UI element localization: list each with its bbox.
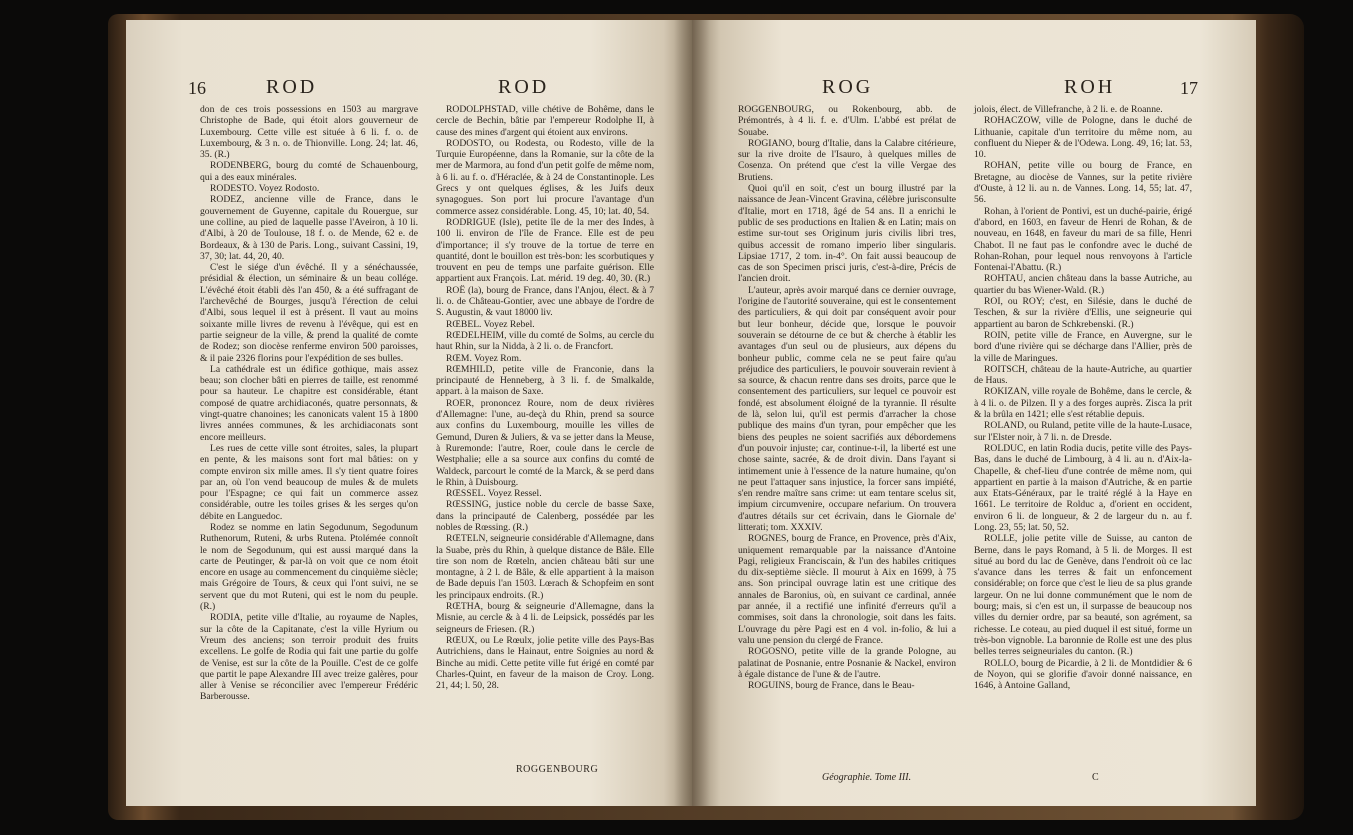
entry-paragraph: L'auteur, après avoir marqué dans ce dernier ouvrage, l'origine de l'autorité souveraine, qui est le consentement des particuliers, & qui doit par conséquent avoir pour but leur bonheur, décide que, lorsque le pouvoir souverain se détourne de ce but & cherche à établir les avantages d'un seul ou de plusieurs, aux dépens du bonheur public, comme cela ne se peut faire qu'au préjudice des particuliers, le pouvoir souverain revient à sa source, & chacun rentre dans ses droits, parce que le consentement des particuliers, sur lequel ce pouvoir est fondé, est absolument éloigné de la tyrannie. Il résulte de là, selon lui, qu'il est permis d'arracher la chose publique des mains d'un tyran, pour empêcher que les biens des peuples ne soient sacrifiés aux débordemens d'un pouvoir injuste; car, continue-t-il, la liberté est une chose sainte, sacrée, & de droit divin. Dans l'ayant si intimement unie à l'essence de la nature humaine, qu'on ne peut l'attaquer sans injustice, la forcer sans impiété, s'en rendre maître sans crime: ut eam tentare scelus sit, impium circumvenire, occupare nefarium. On trouvera d'autres détails sur cet écrivain, dans le Giornale de' litterati; tom. XXXIV. (738, 284, 956, 533)
entry-paragraph: ROGGENBOURG, ou Rokenbourg, abb. de Prémontrés, à 4 li. f. e. d'Ulm. L'abbé est prélat de Souabe. (738, 104, 956, 138)
left-page (126, 20, 692, 806)
entry-paragraph: RODOSTO, ou Rodesta, ou Rodesto, ville de la Turquie Européenne, dans la Romanie, sur la côte de la mer de Marmora, au fond d'un petit golfe de même nom, à 6 li. au f. o. d'Héraclée, & à 24 de Constantinople. Les Grecs y ont quelques églises, & les Juifs deux synagogues. Son port lui procure l'avantage d'un commerce assez considérable. Long. 45, 10; lat. 40, 54. (436, 137, 654, 217)
entry-paragraph: ROLAND, ou Ruland, petite ville de la haute-Lusace, sur l'Elster noir, à 7 li. n. de Dresde. (974, 420, 1192, 443)
entry-paragraph: ROLDUC, en latin Rodia ducis, petite ville des Pays-Bas, dans le duché de Limbourg, à 4 li. au n. d'Aix-la-Chapelle, & chef-lieu d'une contrée de même nom, qui appartient en partie à la maison d'Autriche, & en partie aux Etats-Généraux, par le traité réglé à la Haye en 1661. Le territoire de Rolduc a, d'orient en occident, environ 6 li. de longueur, & 2 de largeur du n. au f. Long. 23, 55; lat. 50, 52. (974, 442, 1192, 533)
entry-paragraph: RŒTELN, seigneurie considérable d'Allemagne, dans la Suabe, près du Rhin, à quelque distance de Bâle. Elle tire son nom de Rœteln, ancien château bâti sur une montagne, à 2 l. de Bâle, & elle appartient à la maison de Bade depuis l'an 1503. Lœrach & Schopfeim en sont les principaux endroits. (R.) (436, 533, 654, 601)
running-head-left-2: ROD (498, 76, 550, 98)
entry-paragraph: ROKIZAN, ville royale de Bohême, dans le cercle, & à 4 li. o. de Pilzen. Il y a des forges auprès. Zisca la prit & la brûla en 1421; elle s'est rétablie depuis. (974, 386, 1192, 421)
entry-paragraph: C'est le siége d'un évêché. Il y a sénéchaussée, présidial & élection, un séminaire & un beau collége. L'évêché étoit établi dès l'an 450, & a été suffragant de l'archevêché de Bourges, jusqu'à l'érection de celui d'Albi, sous lequel il est à présent. Il vaut au moins soixante mille livres de revenu à l'évêque, qui est en partie seigneur de la ville, & prend la qualité de comte de Rodez; son diocèse renferme environ 500 paroisses, & il paie 2326 florins pour l'expédition de ses bulles. (200, 262, 418, 364)
entry-paragraph: RODRIGUE (Isle), petite île de la mer des Indes, à 100 li. environ de l'île de France. Elle est de peu d'importance; il s'y trouve de la tortue de terre en quantité, dont le bouillon est très-bon: les scorbutiques y trouvent en peu de temps une parfaite guérison. Elle appartient aux François. Lat. mérid. 19 deg. 40, 30. (R.) (436, 216, 654, 285)
running-head-right-2: ROH (1064, 76, 1116, 98)
entry-paragraph: La cathédrale est un édifice gothique, mais assez beau; son clocher bâti en pierres de taille, est renommé pour sa hauteur. Le chapitre est considérable, étant composé de quatre archidiaconés, quatre personnats, & vingt-quatre chanoines; les canonicats valent 15 à 1800 livres années communes, & les archidiaconats sont encore meilleurs. (200, 363, 418, 443)
entry-paragraph: jolois, élect. de Villefranche, à 2 li. e. de Roanne. (974, 104, 1163, 115)
entry-paragraph: ROITSCH, château de la haute-Autriche, au quartier de Haus. (974, 363, 1192, 387)
entry-paragraph: ROGOSNO, petite ville de la grande Pologne, au palatinat de Posnanie, entre Posnanie & Nackel, environ à égale distance de l'une & de l'autre. (738, 646, 956, 680)
right-page (692, 20, 1256, 806)
right-columns (738, 104, 1192, 691)
entry-paragraph: RŒBEL. Voyez Rebel. (446, 318, 535, 330)
entry-paragraph: ROIN, petite ville de France, en Auvergne, sur le bord d'une rivière qui se décharge dans l'Allier, près de la ville de Maringues. (974, 329, 1192, 364)
entry-paragraph: RODIA, petite ville d'Italie, au royaume de Naples, sur la côte de la Capitanate, c'est la ville Hyrium ou Vreum des anciens; son terroir produit des fruits excellens. Le golfe de Rodia qui fait une partie du golfe de Venise, est sur la côte de la Pouille. C'est de ce golfe que partit le pape Alexandre III avec treize galères, pour aller à Venise se réconcilier avec l'empereur Frédéric Barberousse. (200, 612, 418, 703)
entry-paragraph: RODEZ, ancienne ville de France, dans le gouvernement de Guyenne, capitale du Rouergue, sur une colline, au pied de laquelle passe l'Aveiron, à 10 li. d'Albi, à 20 de Toulouse, 18 f. o. de Mende, 62 e. de Bordeaux, & à 130 de Paris. Long., suivant Cassini, 19, 37, 30; lat. 44, 20, 40. (200, 194, 418, 262)
entry-paragraph: don de ces trois possessions en 1503 au margrave Christophe de Bade, qui étoit alors gouverneur de Luxembourg. Cette ville est située à 6 li. f. o. de Luxembourg, & 3 n. o. de Thionville. Long. 24; lat. 46, 35. (R.) (200, 104, 418, 161)
entry-paragraph: ROGUINS, bourg de France, dans le Beau- (748, 680, 915, 692)
left-column-1 (200, 104, 418, 703)
entry-paragraph: Quoi qu'il en soit, c'est un bourg illustré par la naissance de Jean-Vincent Gravina, célèbre jurisconsulte d'Italie, mort en 1718, âgé de 54 ans. Il a enrichi le public de ses productions en Italien & en Latin; mais on estime sur-tout ses Originum juris civilis libri tres, quibus accessit de romano imperio liber singularis. Lipsiae 1717, 2 tom. in-4°. On fait aussi beaucoup de cas de son Specimen prisci juris, c'est-à-dire, Précis de l'ancien droit. (738, 183, 956, 285)
entry-paragraph: RODENBERG, bourg du comté de Schauenbourg, qui a des eaux minérales. (200, 160, 418, 183)
entry-paragraph: ROI, ou ROY; c'est, en Silésie, dans le duché de Teschen, & sur la rivière d'Ellis, une seigneurie qui appartient au baron de Schkrebenski. (R.) (974, 296, 1192, 330)
entry-paragraph: ROHACZOW, ville de Pologne, dans le duché de Lithuanie, capitale d'un territoire du même nom, au confluent du Nieper & de l'Odewa. Long. 49, 16; lat. 53, 10. (974, 115, 1192, 161)
page-number-right: 17 (1180, 78, 1198, 98)
right-column-2 (974, 104, 1192, 691)
catchword: ROGGENBOURG (516, 764, 599, 775)
entry-paragraph: Rohan, à l'orient de Pontivi, est un duché-pairie, érigé d'abord, en 1603, en faveur de Henri de Rohan, & de nouveau, en 1648, en faveur du mari de sa fille, Henri Chabot. Il ne faut pas le confondre avec le duché de Rohan-Rohan, pour lequel nous renvoyons à l'article Fontenai-l'Abattu. (R.) (974, 205, 1192, 274)
entry-paragraph: RŒSSEL. Voyez Ressel. (446, 488, 542, 500)
entry-paragraph: ROLLO, bourg de Picardie, à 2 li. de Montdidier & 6 de Noyon, qui se glorifie d'avoir donné naissance, en 1646, à Antoine Galland, (974, 657, 1192, 692)
entry-paragraph: RŒTHA, bourg & seigneurie d'Allemagne, dans la Misnie, au cercle & à 4 li. de Leipsick, possédés par les seigneurs de Friesen. (R.) (436, 601, 654, 635)
entry-paragraph: ROLLE, jolie petite ville de Suisse, au canton de Berne, dans le pays Romand, à 5 li. de Morges. Il est situé au bord du lac de Genève, dans l'endroit où ce lac s'avance dans les terres & fait un enfoncement considérable; on force que c'est le lieu de sa plus grande largeur. On ne lui donne communément que le nom de bourg; mais, si c'en est un, il surpasse de beaucoup nos villes du dernier ordre, par sa beauté, son agrément, sa richesse. Le coteau, au pied duquel il est situé, forme un très-bon vignoble. La baronnie de Rolle est une des plus belles terres seigneuriales du canton. (R.) (974, 533, 1192, 658)
entry-paragraph: RŒDELHEIM, ville du comté de Solms, au cercle du haut Rhin, sur la Nidda, à 2 li. o. de Francfort. (436, 329, 654, 353)
right-column-1 (738, 104, 956, 691)
signature-line: Géographie. Tome III. (822, 772, 912, 783)
left-columns (200, 104, 654, 703)
entry-paragraph: ROGNES, bourg de France, en Provence, près d'Aix, uniquement remarquable par la naissance d'Antoine Pagi, religieux Franciscain, & l'un des habiles critiques du dix-septième siècle. Il mourut à Aix en 1699, à 75 ans. Son principal ouvrage latin est une critique des annales de Baronius, où, en suivant ce cardinal, année par année, il a rectifié une infinité d'erreurs qu'il a commises, soit dans la chronologie, soit dans les faits. L'ouvrage du père Pagi est en 4 vol. in-folio, & lui a valu une pension du clergé de France. (738, 533, 956, 646)
entry-paragraph: ROGIANO, bourg d'Italie, dans la Calabre citérieure, sur la rive droite de l'Isauro, à quelques milles de Cosenza. On prétend que c'est la ville Vergae des Brutiens. (738, 137, 956, 183)
left-column-2 (436, 104, 654, 703)
entry-paragraph: ROHAN, petite ville ou bourg de France, en Bretagne, au diocèse de Vannes, sur la petite rivière d'Ouste, à 12 li. au n. de Vannes. Long. 14, 55; lat. 47, 56. (974, 160, 1192, 206)
entry-paragraph: ROË (la), bourg de France, dans l'Anjou, élect. & à 7 li. o. de Château-Gontier, avec une abbaye de l'ordre de S. Augustin, & vaut 18000 liv. (436, 284, 654, 319)
entry-paragraph: RODESTO. Voyez Rodosto. (210, 183, 320, 195)
entry-paragraph: Les rues de cette ville sont étroites, sales, la plupart en pente, & les maisons sont fort mal bâties: on y compte environ six mille ames. Il s'y tient quatre foires par an, où l'on vend beaucoup de mules & de mulets pour l'Espagne; ce qui fait un commerce assez considérable, outre les toiles grises & les serges qu'on débite en Languedoc. (200, 442, 418, 522)
entry-paragraph: Rodez se nomme en latin Segodunum, Segodunum Ruthenorum, Ruteni, & urbs Rutena. Ptolémée connoît le nom de Segodunum, qui est aussi marqué dans la carte de Peutinger, & par-là on voit que ce nom étoit encore en usage au commencement du cinquième siècle; mais Grégoire de Tours, & ceux qui l'ont suivi, ne se servent que du mot Ruteni, qui est le nom du peuple. (R.) (200, 521, 418, 613)
entry-paragraph: ROHTAU, ancien château dans la basse Autriche, au quartier du bas Wiener-Wald. (R.) (974, 273, 1192, 296)
entry-paragraph: ROER, prononcez Roure, nom de deux rivières d'Allemagne: l'une, au-deçà du Rhin, prend sa source aux confins du Luxembourg, mouille les villes de Gemund, Duren & Juliers, & va se jetter dans la Meuse, à Ruremonde: l'autre, Roer, coule dans le cercle de Westphalie; elle a sa source aux confins du comté de Waldeck, parcourt le comté de la Marck, & se perd dans le Rhin, à Duisbourg. (436, 397, 654, 488)
entry-paragraph: RŒSSING, justice noble du cercle de basse Saxe, dans la principauté de Calenberg, possédée par les nobles de Rœssing. (R.) (436, 499, 654, 533)
page-number-left: 16 (188, 78, 206, 98)
running-head-right-1: ROG (822, 76, 874, 98)
signature-mark: C (1092, 772, 1099, 783)
entry-paragraph: RODOLPHSTAD, ville chétive de Bohême, dans le cercle de Bechin, bâtie par l'empereur Rodolphe II, à cause des mines d'argent qui étoient aux environs. (436, 104, 654, 138)
entry-paragraph: RŒMHILD, petite ville de Franconie, dans la principauté de Henneberg, à 3 li. f. de Smalkalde, appart. à la maison de Saxe. (436, 363, 654, 398)
running-head-left-1: ROD (266, 76, 318, 98)
entry-paragraph: RŒUX, ou Le Rœulx, jolie petite ville des Pays-Bas Autrichiens, dans le Hainaut, entre Soignies au nord & Binche au midi. Cette petite ville fut érigé en comté par Charles-Quint, en faveur de la maison de Croy. Long. 21, 44; l. 50, 28. (436, 634, 654, 692)
entry-paragraph: RŒM. Voyez Rom. (446, 352, 522, 364)
